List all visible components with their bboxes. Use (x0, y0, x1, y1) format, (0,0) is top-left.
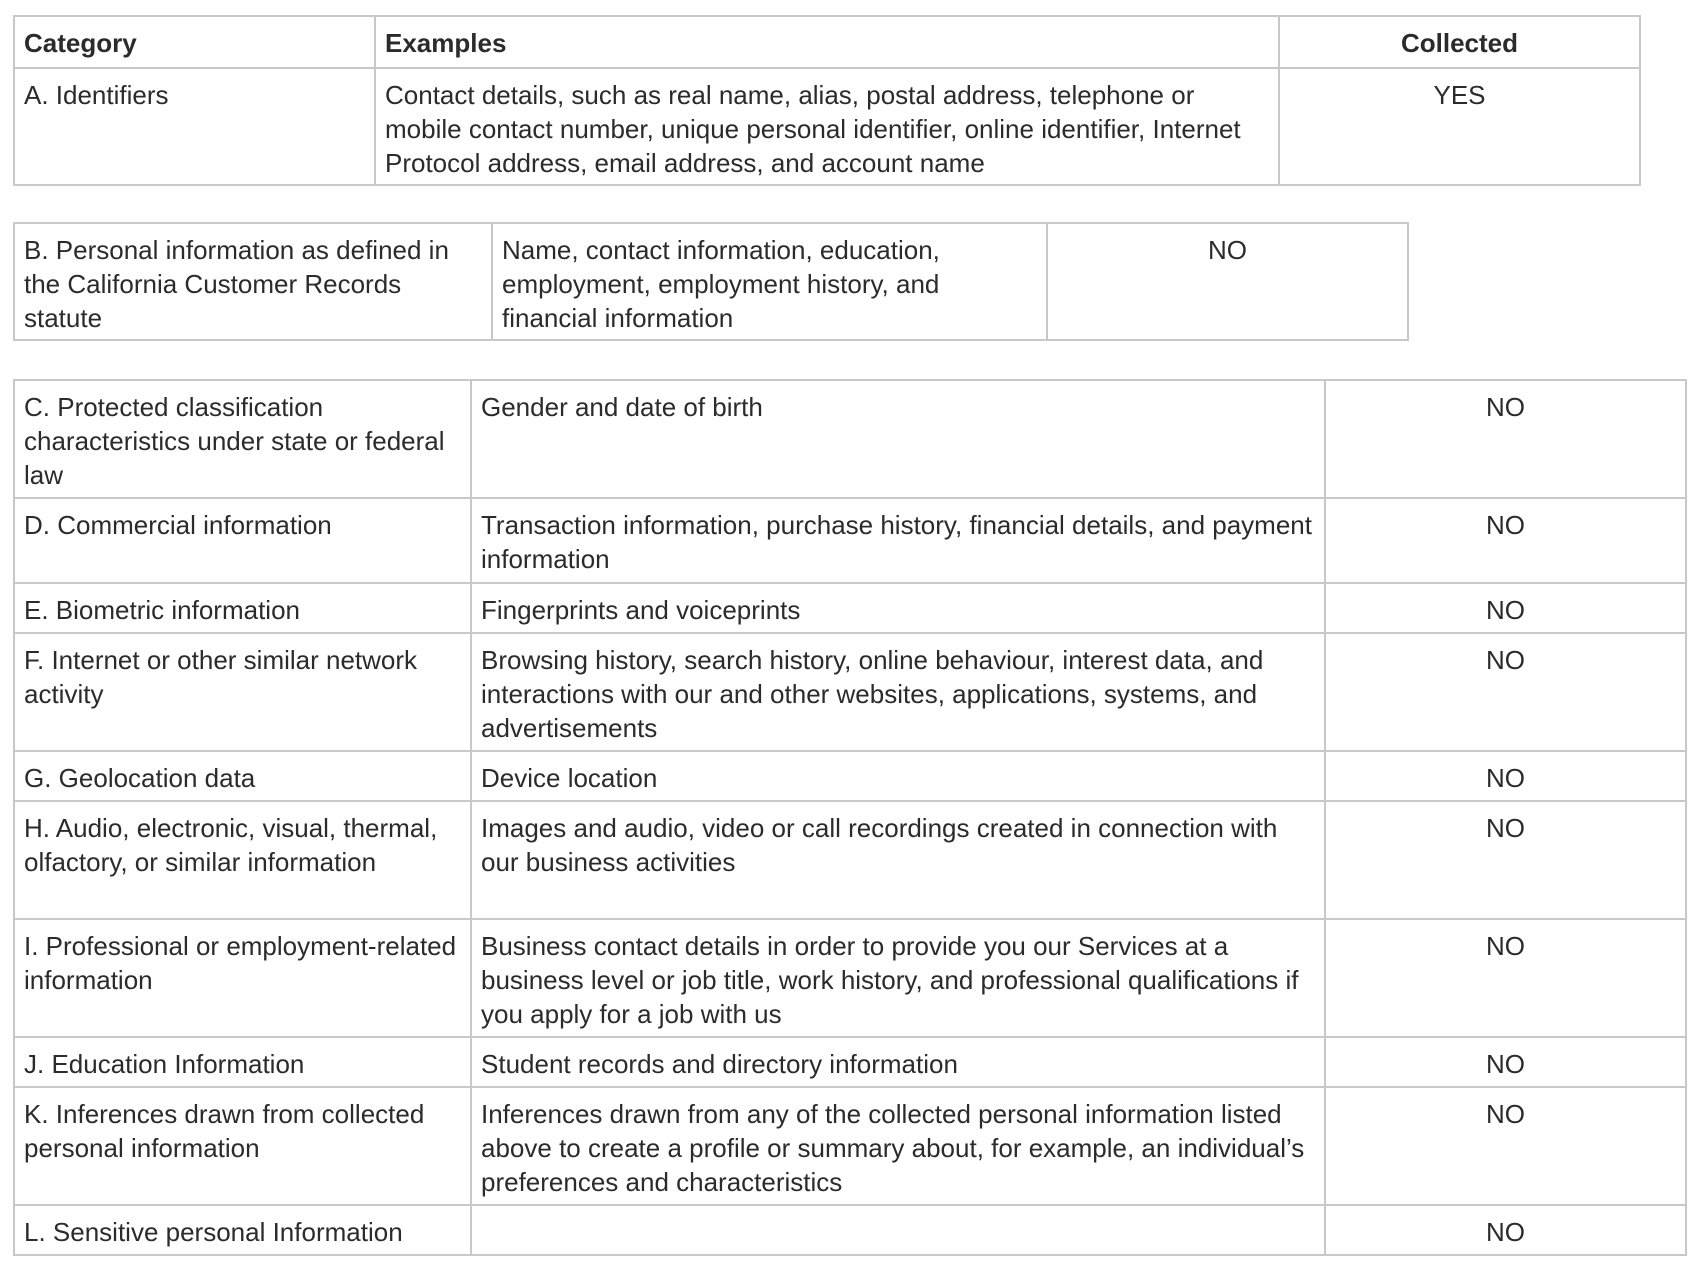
examples-cell: Transaction information, purchase history, financial details, and payment information (471, 498, 1325, 583)
examples-cell: Business contact details in order to provide you our Services at a business level or job title, work history, and professional qualifications if you apply for a job with us (471, 919, 1325, 1037)
category-cell: G. Geolocation data (14, 751, 471, 801)
category-cell: A. Identifiers (14, 68, 375, 185)
examples-cell: Contact details, such as real name, alias, postal address, telephone or mobile contact number, unique personal identifier, online identifier, Internet Protocol address, email address, and account name (375, 68, 1279, 185)
examples-cell: Inferences drawn from any of the collected personal information listed above to create a profile or summary about, for example, an individual’s preferences and characteristics (471, 1087, 1325, 1205)
table-row (14, 801, 1686, 919)
collected-cell: NO (1325, 1087, 1686, 1205)
table-row (14, 633, 1686, 751)
categories-table (13, 379, 1687, 1256)
header-examples: Examples (375, 16, 1279, 68)
collected-cell: NO (1325, 1205, 1686, 1255)
category-cell: D. Commercial information (14, 498, 471, 583)
table-row (14, 68, 1640, 185)
table-row (14, 919, 1686, 1037)
examples-cell: Gender and date of birth (471, 380, 1325, 498)
category-cell: H. Audio, electronic, visual, thermal, olfactory, or similar information (14, 801, 471, 919)
collected-cell: NO (1325, 919, 1686, 1037)
table-row (14, 751, 1686, 801)
table-row (14, 1037, 1686, 1087)
category-cell: E. Biometric information (14, 583, 471, 633)
category-cell: C. Protected classification characteristics under state or federal law (14, 380, 471, 498)
collected-cell: NO (1325, 633, 1686, 751)
collected-cell: NO (1047, 223, 1408, 340)
examples-cell: Student records and directory information (471, 1037, 1325, 1087)
examples-cell: Browsing history, search history, online behaviour, interest data, and interactions with our and other websites, applications, systems, and advertisements (471, 633, 1325, 751)
collected-cell: NO (1325, 751, 1686, 801)
personal-information-table (13, 222, 1409, 341)
table-row (14, 1205, 1686, 1255)
collected-cell: NO (1325, 380, 1686, 498)
table-row (14, 498, 1686, 583)
examples-cell: Device location (471, 751, 1325, 801)
examples-cell: Images and audio, video or call recordings created in connection with our business activities (471, 801, 1325, 919)
table-row (14, 583, 1686, 633)
table-row (14, 223, 1408, 340)
category-cell: J. Education Information (14, 1037, 471, 1087)
collected-cell: YES (1279, 68, 1640, 185)
examples-cell: Fingerprints and voiceprints (471, 583, 1325, 633)
header-collected: Collected (1279, 16, 1640, 68)
collected-cell: NO (1325, 1037, 1686, 1087)
table-header-row (14, 16, 1640, 68)
header-category: Category (14, 16, 375, 68)
table-row (14, 380, 1686, 498)
collected-cell: NO (1325, 498, 1686, 583)
category-cell: I. Professional or employment-related information (14, 919, 471, 1037)
collected-cell: NO (1325, 801, 1686, 919)
collected-cell: NO (1325, 583, 1686, 633)
examples-cell (471, 1205, 1325, 1255)
category-cell: K. Inferences drawn from collected personal information (14, 1087, 471, 1205)
examples-cell: Name, contact information, education, employment, employment history, and financial information (492, 223, 1047, 340)
category-cell: L. Sensitive personal Information (14, 1205, 471, 1255)
category-cell: B. Personal information as defined in the California Customer Records statute (14, 223, 492, 340)
table-row (14, 1087, 1686, 1205)
identifiers-table (13, 15, 1641, 186)
category-cell: F. Internet or other similar network activity (14, 633, 471, 751)
